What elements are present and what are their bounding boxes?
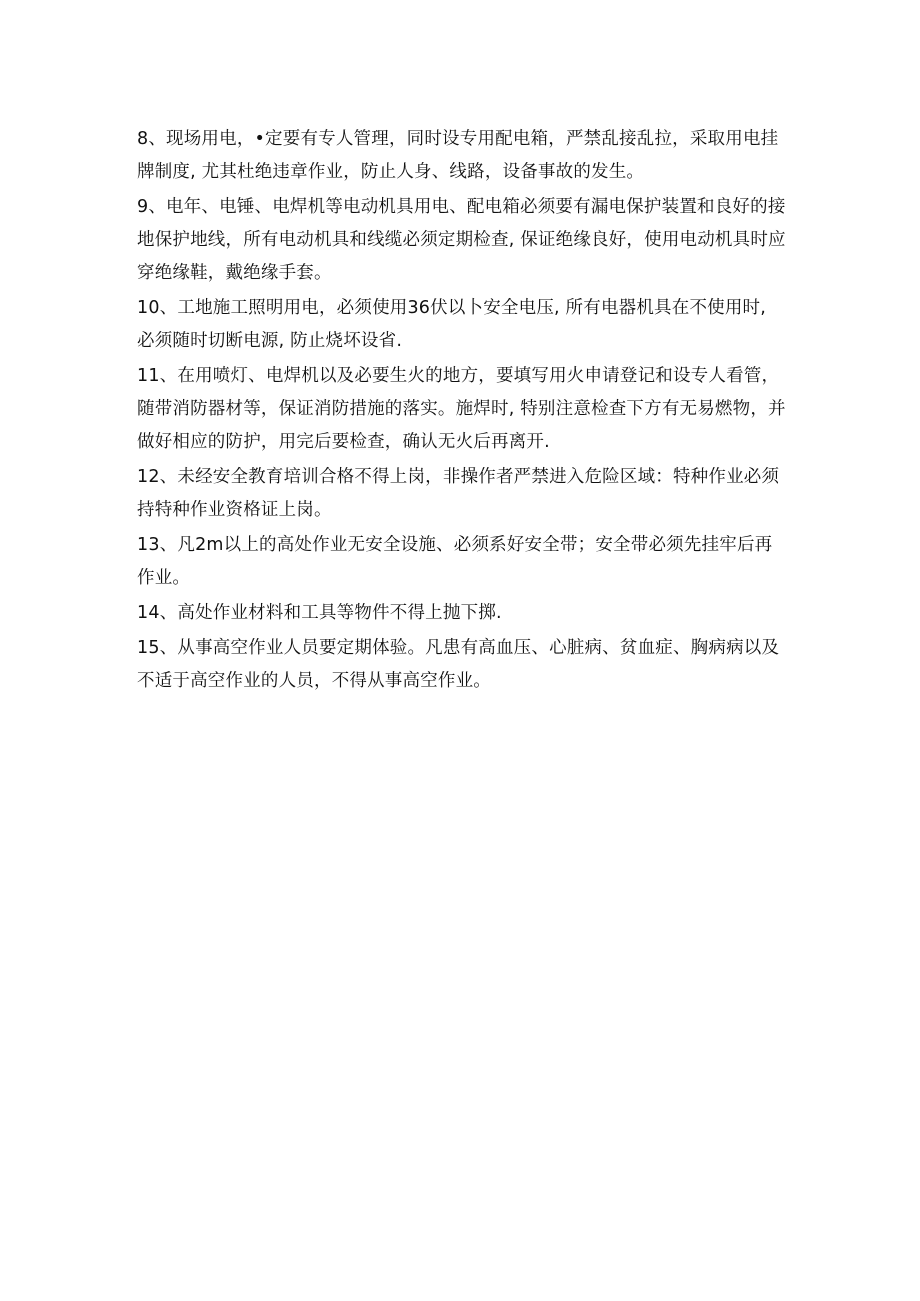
paragraph-item-15: 15、从事高空作业人员要定期体验。凡患有高血压、心脏病、贫血症、胸病病以及不适于高空作业的人员，不得从事高空作业。 <box>137 638 780 691</box>
paragraph-item-13: 13、凡2m以上的高处作业无安全设施、必须系好安全带；安全带必须先挂牢后再作业。 <box>137 535 773 588</box>
paragraph-item-12: 12、未经安全教育培训合格不得上岗，非操作者严禁进入危险区域：特种作业必须持特种作业资格证上岗。 <box>137 467 780 520</box>
document-body <box>137 123 787 698</box>
paragraph-item-8: 8、现场用电，•定要有专人管理，同时设专用配电箱，严禁乱接乱拉，采取用电挂牌制度, 尤其杜绝违章作业，防止人身、线路，设备事故的发生。 <box>137 129 779 182</box>
paragraph-item-9: 9、电年、电锤、电焊机等电动机具用电、配电箱必须要有漏电保护装置和良好的接地保护地线，所有电动机具和线缆必须定期检查, 保证绝缘良好，使用电动机具时应穿绝缘鞋，戴绝缘手套。 <box>137 197 786 283</box>
paragraph-item-14: 14、高处作业材料和工具等物件不得上抛下掷. <box>137 603 502 623</box>
paragraph-item-11: 11、在用喷灯、电焊机以及必要生火的地方，要填写用火申请登记和设专人看管，随带消防器材等，保证消防措施的落实。施焊时, 特别注意检查下方有无易燃物，并做好相应的防护，用完后要检查，确认无火后再离开. <box>137 366 786 452</box>
paragraph-item-10: 10、工地施工照明用电，必须使用36伏以卜安全电压, 所有电器机具在不使用时, 必须随时切断电源, 防止烧坏设省. <box>137 298 767 351</box>
